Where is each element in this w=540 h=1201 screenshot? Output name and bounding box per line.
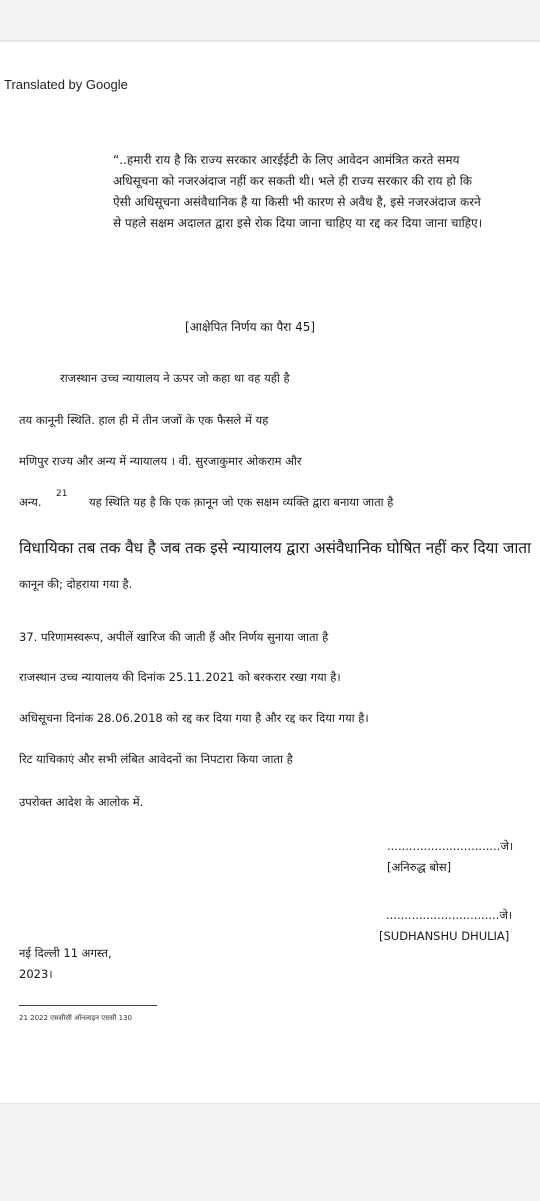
- place-date: 2023।: [19, 967, 53, 981]
- body-line: मणिपुर राज्य और अन्य में न्यायालय । वी. सुरजाकुमार ओकराम और: [19, 454, 302, 468]
- signatory-name: [SUDHANSHU DHULIA]: [379, 929, 510, 943]
- quote-line: ऐसी अधिसूचना असंवैधानिक है या किसी भी कारण से अवैध है, इसे नजरअंदाज करने: [113, 195, 481, 209]
- top-toolbar-strip: [0, 0, 540, 40]
- order-line: 37. परिणामस्वरूप, अपीलें खारिज की जाती हैं और निर्णय सुनाया जाता है: [19, 630, 329, 644]
- footnote-reference: 21: [56, 489, 68, 499]
- body-line: राजस्थान उच्च न्यायालय ने ऊपर जो कहा था वह यही है: [60, 371, 290, 385]
- footnote-divider: [19, 1005, 157, 1006]
- quoted-paragraph: [113, 150, 505, 234]
- body-line: अन्य.: [19, 495, 42, 509]
- order-line: अधिसूचना दिनांक 28.06.2018 को रद्द कर दिया गया है और रद्द कर दिया गया है।: [19, 711, 369, 725]
- footnote: 21 2022 एससीसी ऑनलाइन एससी 130: [19, 1014, 132, 1022]
- signature-line: ...............................जे।: [387, 839, 514, 853]
- signature-line: ...............................जे।: [386, 908, 513, 922]
- quote-line: अधिसूचना को नजरअंदाज नहीं कर सकती थी। भले ही राज्य सरकार की राय हो कि: [113, 174, 473, 188]
- body-line-large: विधायिका तब तक वैध है जब तक इसे न्यायालय द्वारा असंवैधानिक घोषित नहीं कर दिया जाता: [19, 539, 531, 557]
- place-date: नई दिल्ली 11 अगस्त,: [19, 946, 112, 960]
- order-line: उपरोक्त आदेश के आलोक में.: [19, 795, 144, 809]
- body-line: कानून की; दोहराया गया है.: [19, 577, 133, 591]
- order-line: रिट याचिकाएं और सभी लंबित आवेदनों का निपटारा किया जाता है: [19, 752, 293, 766]
- quote-line: “..हमारी राय है कि राज्य सरकार आरईईटी के लिए आवेदन आमंत्रित करते समय: [113, 153, 460, 167]
- bottom-background: [0, 1103, 540, 1201]
- signatory-name: [अनिरुद्ध बोस]: [387, 860, 452, 874]
- body-line: तय कानूनी स्थिति. हाल ही में तीन जजों के एक फैसले में यह: [19, 413, 269, 427]
- citation: [आक्षेपित निर्णय का पैरा 45]: [185, 320, 316, 334]
- order-line: राजस्थान उच्च न्यायालय की दिनांक 25.11.2021 को बरकरार रखा गया है।: [19, 670, 341, 684]
- quote-line: से पहले सक्षम अदालत द्वारा इसे रोक दिया जाना चाहिए या रद्द कर दिया जाना चाहिए।: [113, 216, 483, 230]
- body-line: यह स्थिति यह है कि एक क़ानून जो एक सक्षम व्यक्ति द्वारा बनाया जाता है: [89, 495, 394, 509]
- translation-attribution: Translated by Google: [4, 77, 128, 92]
